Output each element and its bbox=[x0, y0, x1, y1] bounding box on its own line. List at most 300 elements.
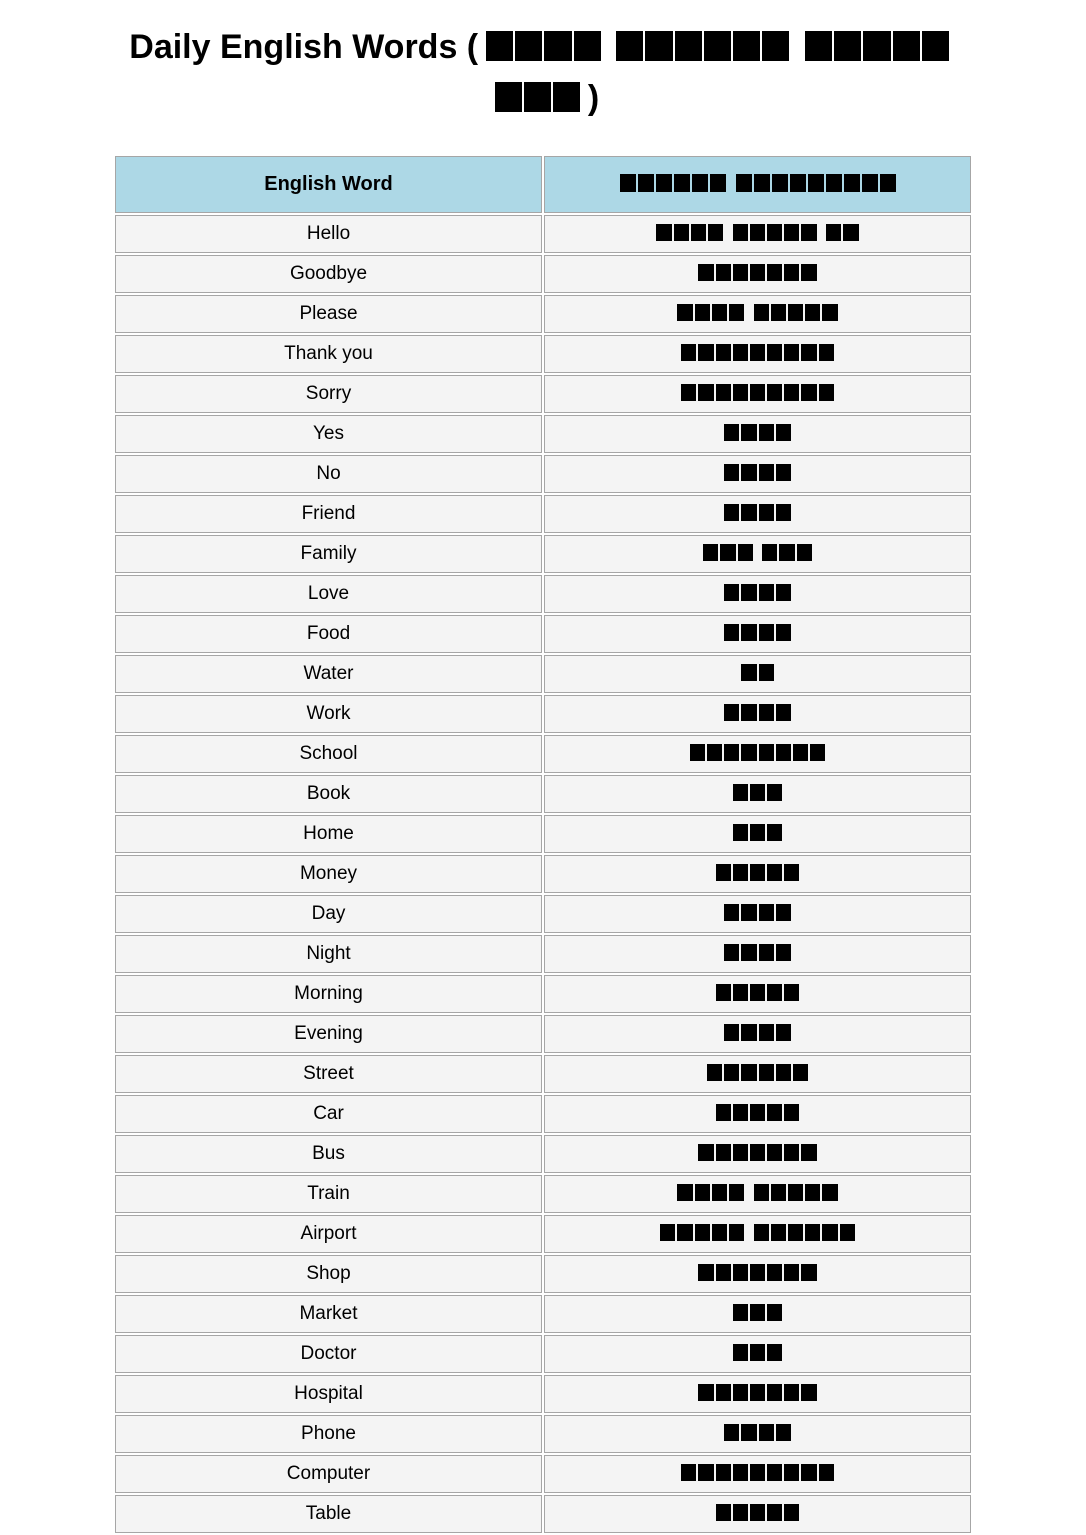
tofu-block bbox=[843, 224, 858, 241]
tofu-word bbox=[680, 384, 835, 403]
header-english-word: English Word bbox=[115, 156, 542, 213]
tofu-block bbox=[784, 264, 799, 281]
tofu-block bbox=[544, 31, 571, 62]
tofu-block bbox=[788, 304, 803, 321]
tofu-block bbox=[767, 1464, 782, 1481]
tofu-block bbox=[754, 304, 769, 321]
tofu-block bbox=[767, 1304, 782, 1321]
tofu-block bbox=[750, 384, 765, 401]
tofu-block bbox=[724, 424, 739, 441]
tofu-block bbox=[741, 904, 756, 921]
translation-cell bbox=[544, 335, 971, 373]
tofu-block bbox=[712, 1184, 727, 1201]
english-word-cell: Family bbox=[115, 535, 542, 573]
tofu-block bbox=[716, 1144, 731, 1161]
tofu-block bbox=[767, 864, 782, 881]
tofu-block bbox=[750, 1304, 765, 1321]
tofu-block bbox=[716, 1264, 731, 1281]
tofu-block bbox=[805, 1224, 820, 1241]
table-row bbox=[115, 575, 971, 613]
translation-cell bbox=[544, 1015, 971, 1053]
tofu-block bbox=[695, 1224, 710, 1241]
tofu-block bbox=[801, 1144, 816, 1161]
tofu-block bbox=[733, 1384, 748, 1401]
tofu-block bbox=[677, 304, 692, 321]
tofu-block bbox=[759, 904, 774, 921]
tofu-block bbox=[767, 1104, 782, 1121]
tofu-block bbox=[826, 224, 841, 241]
tofu-word bbox=[723, 704, 792, 723]
tofu-block bbox=[771, 1224, 786, 1241]
translation-cell bbox=[544, 695, 971, 733]
tofu-word bbox=[761, 544, 813, 563]
tofu-block bbox=[724, 624, 739, 641]
tofu-word bbox=[715, 1104, 801, 1123]
tofu-block bbox=[738, 544, 753, 561]
tofu-block bbox=[733, 1504, 748, 1521]
tofu-block bbox=[776, 464, 791, 481]
tofu-block bbox=[759, 744, 774, 761]
tofu-block bbox=[771, 304, 786, 321]
translation-cell bbox=[544, 1335, 971, 1373]
tofu-block bbox=[698, 1384, 713, 1401]
tofu-block bbox=[733, 384, 748, 401]
tofu-block bbox=[733, 264, 748, 281]
tofu-block bbox=[729, 304, 744, 321]
table-row bbox=[115, 1215, 971, 1253]
tofu-word bbox=[753, 1184, 839, 1203]
tofu-block bbox=[788, 1224, 803, 1241]
tofu-block bbox=[741, 504, 756, 521]
tofu-block bbox=[759, 504, 774, 521]
tofu-block bbox=[733, 224, 748, 241]
tofu-block bbox=[922, 31, 949, 62]
tofu-block bbox=[724, 904, 739, 921]
tofu-word bbox=[732, 224, 818, 243]
tofu-word bbox=[723, 424, 792, 443]
tofu-block bbox=[776, 704, 791, 721]
translation-cell bbox=[544, 1295, 971, 1333]
tofu-block bbox=[716, 1384, 731, 1401]
table-body bbox=[115, 215, 971, 1533]
tofu-word bbox=[723, 584, 792, 603]
tofu-word bbox=[715, 864, 801, 883]
tofu-word bbox=[723, 1424, 792, 1443]
tofu-block bbox=[674, 174, 690, 192]
tofu-block bbox=[716, 1104, 731, 1121]
translation-cell bbox=[544, 535, 971, 573]
translation-cell bbox=[544, 815, 971, 853]
tofu-block bbox=[801, 1264, 816, 1281]
tofu-block bbox=[741, 744, 756, 761]
english-word-cell: Doctor bbox=[115, 1335, 542, 1373]
translation-cell bbox=[544, 295, 971, 333]
table-row bbox=[115, 1095, 971, 1133]
tofu-block bbox=[784, 224, 799, 241]
table-row bbox=[115, 935, 971, 973]
tofu-word bbox=[723, 624, 792, 643]
table-row bbox=[115, 1015, 971, 1053]
english-word-cell: Morning bbox=[115, 975, 542, 1013]
table-row bbox=[115, 375, 971, 413]
tofu-block bbox=[656, 224, 671, 241]
tofu-block bbox=[733, 1144, 748, 1161]
tofu-block bbox=[819, 344, 834, 361]
translation-cell bbox=[544, 1175, 971, 1213]
table-row bbox=[115, 1055, 971, 1093]
tofu-block bbox=[524, 82, 551, 113]
tofu-block bbox=[733, 984, 748, 1001]
table-row bbox=[115, 1415, 971, 1453]
tofu-block bbox=[574, 31, 601, 62]
table-row bbox=[115, 415, 971, 453]
tofu-word bbox=[732, 1344, 784, 1363]
tofu-block bbox=[754, 1184, 769, 1201]
tofu-block bbox=[767, 224, 782, 241]
english-word-cell: Please bbox=[115, 295, 542, 333]
tofu-block bbox=[759, 584, 774, 601]
tofu-word bbox=[697, 1384, 817, 1403]
tofu-block bbox=[741, 424, 756, 441]
tofu-block bbox=[733, 1104, 748, 1121]
tofu-block bbox=[762, 544, 777, 561]
translation-cell bbox=[544, 975, 971, 1013]
tofu-block bbox=[834, 31, 861, 62]
tofu-block bbox=[691, 224, 706, 241]
page-title-tofu-blocks bbox=[478, 28, 957, 117]
tofu-block bbox=[776, 624, 791, 641]
tofu-block bbox=[750, 824, 765, 841]
table-row bbox=[115, 1255, 971, 1293]
translation-cell bbox=[544, 575, 971, 613]
tofu-block bbox=[840, 1224, 855, 1241]
tofu-block bbox=[724, 1424, 739, 1441]
tofu-block bbox=[767, 1384, 782, 1401]
tofu-block bbox=[750, 1384, 765, 1401]
tofu-block bbox=[716, 384, 731, 401]
header-translation-tofu bbox=[544, 156, 971, 213]
tofu-block bbox=[784, 1464, 799, 1481]
tofu-block bbox=[616, 31, 643, 62]
tofu-block bbox=[692, 174, 708, 192]
tofu-block bbox=[553, 82, 580, 113]
tofu-block bbox=[724, 504, 739, 521]
tofu-block bbox=[712, 1224, 727, 1241]
tofu-block bbox=[767, 984, 782, 1001]
tofu-block bbox=[656, 174, 672, 192]
tofu-block bbox=[790, 174, 806, 192]
tofu-block bbox=[801, 1464, 816, 1481]
tofu-block bbox=[771, 1184, 786, 1201]
tofu-block bbox=[819, 384, 834, 401]
tofu-block bbox=[708, 224, 723, 241]
tofu-block bbox=[750, 1504, 765, 1521]
tofu-word bbox=[723, 464, 792, 483]
translation-cell bbox=[544, 655, 971, 693]
tofu-block bbox=[776, 904, 791, 921]
tofu-block bbox=[716, 1464, 731, 1481]
tofu-word bbox=[804, 30, 950, 64]
table-row bbox=[115, 855, 971, 893]
tofu-block bbox=[724, 1064, 739, 1081]
tofu-block bbox=[660, 1224, 675, 1241]
table-row bbox=[115, 895, 971, 933]
tofu-block bbox=[733, 1464, 748, 1481]
tofu-block bbox=[784, 344, 799, 361]
tofu-block bbox=[776, 424, 791, 441]
tofu-block bbox=[805, 31, 832, 62]
tofu-block bbox=[801, 224, 816, 241]
tofu-block bbox=[741, 704, 756, 721]
tofu-block bbox=[695, 1184, 710, 1201]
table-row bbox=[115, 495, 971, 533]
tofu-block bbox=[677, 1224, 692, 1241]
tofu-block bbox=[720, 544, 735, 561]
tofu-word bbox=[494, 81, 582, 115]
tofu-block bbox=[741, 584, 756, 601]
table-row bbox=[115, 255, 971, 293]
tofu-block bbox=[704, 31, 731, 62]
tofu-block bbox=[776, 1024, 791, 1041]
tofu-block bbox=[759, 424, 774, 441]
table-row bbox=[115, 975, 971, 1013]
tofu-block bbox=[733, 1264, 748, 1281]
tofu-block bbox=[880, 174, 896, 192]
tofu-block bbox=[698, 344, 713, 361]
tofu-word bbox=[723, 904, 792, 923]
tofu-block bbox=[724, 704, 739, 721]
tofu-block bbox=[741, 464, 756, 481]
tofu-block bbox=[741, 624, 756, 641]
tofu-block bbox=[681, 384, 696, 401]
tofu-block bbox=[741, 664, 756, 681]
tofu-block bbox=[750, 344, 765, 361]
tofu-block bbox=[675, 31, 702, 62]
tofu-word bbox=[697, 264, 817, 283]
tofu-block bbox=[767, 1344, 782, 1361]
tofu-block bbox=[698, 384, 713, 401]
tofu-block bbox=[724, 944, 739, 961]
tofu-block bbox=[776, 504, 791, 521]
tofu-block bbox=[698, 1464, 713, 1481]
tofu-block bbox=[805, 304, 820, 321]
tofu-word bbox=[697, 1144, 817, 1163]
translation-cell bbox=[544, 215, 971, 253]
tofu-word bbox=[732, 1304, 784, 1323]
translation-cell bbox=[544, 455, 971, 493]
tofu-block bbox=[733, 784, 748, 801]
translation-cell bbox=[544, 1255, 971, 1293]
table-row bbox=[115, 1375, 971, 1413]
tofu-block bbox=[776, 944, 791, 961]
page-title-text: Daily English Words ( bbox=[129, 28, 479, 66]
tofu-block bbox=[862, 174, 878, 192]
tofu-block bbox=[733, 31, 760, 62]
table-row bbox=[115, 215, 971, 253]
tofu-block bbox=[784, 1504, 799, 1521]
translation-cell bbox=[544, 775, 971, 813]
translation-cell bbox=[544, 895, 971, 933]
tofu-word bbox=[619, 174, 727, 194]
tofu-block bbox=[784, 384, 799, 401]
english-word-cell: Airport bbox=[115, 1215, 542, 1253]
table-row bbox=[115, 455, 971, 493]
tofu-block bbox=[826, 174, 842, 192]
tofu-block bbox=[681, 344, 696, 361]
words-table bbox=[113, 154, 973, 1535]
english-word-cell: Food bbox=[115, 615, 542, 653]
english-word-cell: Home bbox=[115, 815, 542, 853]
tofu-block bbox=[776, 1064, 791, 1081]
tofu-block bbox=[733, 1304, 748, 1321]
tofu-block bbox=[750, 784, 765, 801]
tofu-block bbox=[724, 584, 739, 601]
table-row bbox=[115, 815, 971, 853]
english-word-cell: Car bbox=[115, 1095, 542, 1133]
tofu-word bbox=[680, 344, 835, 363]
tofu-block bbox=[822, 1224, 837, 1241]
english-word-cell: Friend bbox=[115, 495, 542, 533]
table-row bbox=[115, 1495, 971, 1533]
english-word-cell: Hello bbox=[115, 215, 542, 253]
tofu-block bbox=[759, 624, 774, 641]
tofu-word bbox=[697, 1264, 817, 1283]
tofu-block bbox=[797, 544, 812, 561]
table-row bbox=[115, 1295, 971, 1333]
english-word-cell: Street bbox=[115, 1055, 542, 1093]
tofu-block bbox=[801, 344, 816, 361]
tofu-block bbox=[716, 984, 731, 1001]
tofu-word bbox=[702, 544, 754, 563]
tofu-block bbox=[674, 224, 689, 241]
tofu-block bbox=[863, 31, 890, 62]
table-row bbox=[115, 335, 971, 373]
tofu-block bbox=[784, 984, 799, 1001]
english-word-cell: Night bbox=[115, 935, 542, 973]
table-row bbox=[115, 1175, 971, 1213]
table-row bbox=[115, 655, 971, 693]
tofu-block bbox=[750, 1464, 765, 1481]
tofu-block bbox=[515, 31, 542, 62]
tofu-block bbox=[486, 31, 513, 62]
table-row bbox=[115, 695, 971, 733]
english-word-cell: Book bbox=[115, 775, 542, 813]
tofu-block bbox=[767, 784, 782, 801]
translation-cell bbox=[544, 1375, 971, 1413]
tofu-word bbox=[689, 744, 827, 763]
tofu-block bbox=[750, 224, 765, 241]
tofu-block bbox=[784, 1104, 799, 1121]
tofu-block bbox=[716, 864, 731, 881]
translation-cell bbox=[544, 1055, 971, 1093]
tofu-block bbox=[681, 1464, 696, 1481]
english-word-cell: Market bbox=[115, 1295, 542, 1333]
tofu-word bbox=[659, 1224, 745, 1243]
tofu-word bbox=[732, 824, 784, 843]
tofu-word bbox=[676, 304, 745, 323]
tofu-block bbox=[750, 264, 765, 281]
tofu-block bbox=[677, 1184, 692, 1201]
tofu-word bbox=[740, 664, 774, 683]
tofu-block bbox=[716, 1504, 731, 1521]
tofu-word bbox=[715, 1504, 801, 1523]
english-word-cell: Love bbox=[115, 575, 542, 613]
english-word-cell: Yes bbox=[115, 415, 542, 453]
translation-cell bbox=[544, 415, 971, 453]
english-word-cell: Sorry bbox=[115, 375, 542, 413]
tofu-block bbox=[767, 1504, 782, 1521]
translation-cell bbox=[544, 935, 971, 973]
tofu-block bbox=[784, 1264, 799, 1281]
translation-cell bbox=[544, 1215, 971, 1253]
tofu-block bbox=[733, 864, 748, 881]
tofu-block bbox=[707, 744, 722, 761]
tofu-block bbox=[707, 1064, 722, 1081]
tofu-block bbox=[620, 174, 636, 192]
tofu-block bbox=[759, 664, 774, 681]
translation-cell bbox=[544, 1135, 971, 1173]
tofu-block bbox=[750, 984, 765, 1001]
tofu-block bbox=[893, 31, 920, 62]
translation-cell bbox=[544, 615, 971, 653]
tofu-block bbox=[801, 264, 816, 281]
tofu-block bbox=[759, 1424, 774, 1441]
tofu-block bbox=[759, 464, 774, 481]
tofu-block bbox=[779, 544, 794, 561]
english-word-cell: Shop bbox=[115, 1255, 542, 1293]
tofu-block bbox=[733, 824, 748, 841]
table-row bbox=[115, 535, 971, 573]
tofu-block bbox=[724, 744, 739, 761]
tofu-block bbox=[710, 174, 726, 192]
english-word-cell: Table bbox=[115, 1495, 542, 1533]
tofu-block bbox=[750, 864, 765, 881]
translation-cell bbox=[544, 735, 971, 773]
tofu-block bbox=[698, 1264, 713, 1281]
table-row bbox=[115, 1335, 971, 1373]
tofu-block bbox=[645, 31, 672, 62]
tofu-block bbox=[810, 744, 825, 761]
tofu-block bbox=[788, 1184, 803, 1201]
tofu-word bbox=[615, 30, 790, 64]
table-header-row bbox=[115, 156, 971, 213]
page-title bbox=[113, 22, 973, 124]
tofu-block bbox=[698, 1144, 713, 1161]
tofu-block bbox=[767, 264, 782, 281]
tofu-block bbox=[759, 1024, 774, 1041]
table-row bbox=[115, 295, 971, 333]
tofu-block bbox=[716, 264, 731, 281]
tofu-block bbox=[793, 744, 808, 761]
content bbox=[113, 22, 973, 1535]
tofu-block bbox=[776, 584, 791, 601]
tofu-word bbox=[723, 504, 792, 523]
tofu-block bbox=[759, 1064, 774, 1081]
english-word-cell: Goodbye bbox=[115, 255, 542, 293]
tofu-block bbox=[767, 384, 782, 401]
tofu-block bbox=[776, 744, 791, 761]
translation-cell bbox=[544, 855, 971, 893]
translation-cell bbox=[544, 1095, 971, 1133]
tofu-block bbox=[822, 304, 837, 321]
tofu-block bbox=[638, 174, 654, 192]
tofu-word bbox=[706, 1064, 809, 1083]
tofu-word bbox=[676, 1184, 745, 1203]
translation-cell bbox=[544, 495, 971, 533]
tofu-word bbox=[732, 784, 784, 803]
tofu-block bbox=[822, 1184, 837, 1201]
tofu-block bbox=[801, 1384, 816, 1401]
